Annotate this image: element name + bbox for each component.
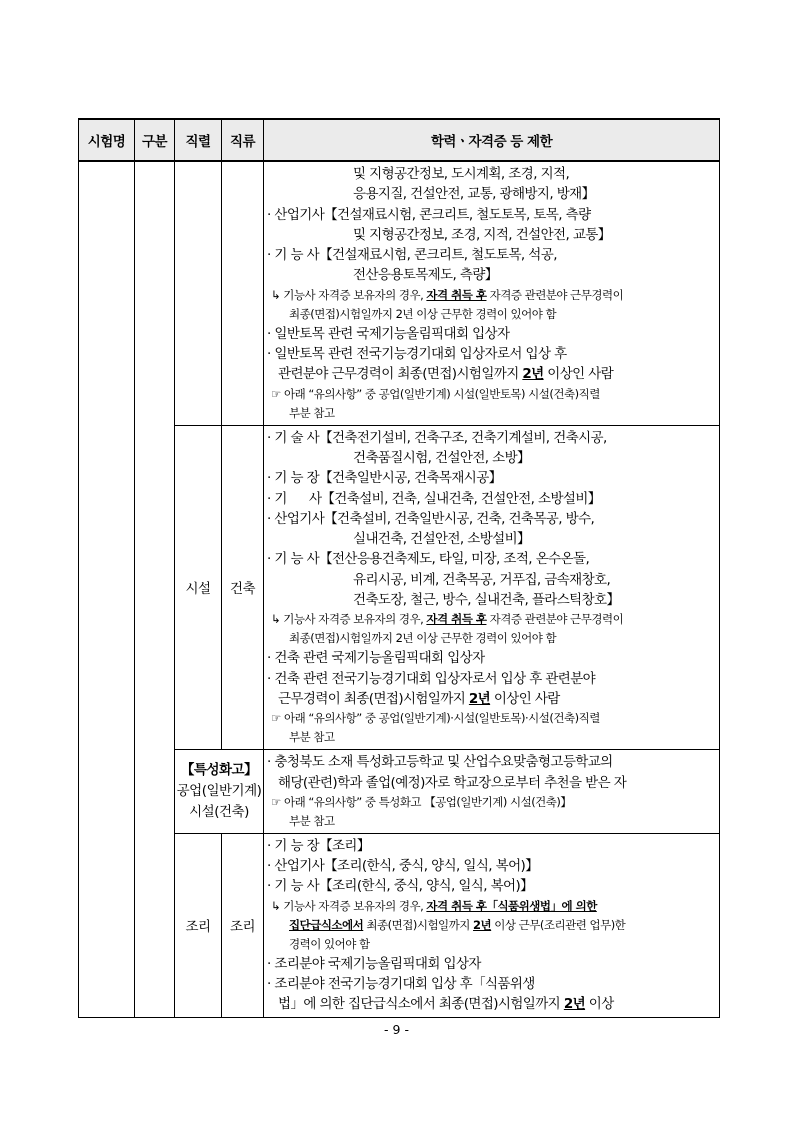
emphasis: 2년 bbox=[563, 996, 586, 1013]
reference-line: 부분 참고 bbox=[289, 813, 335, 828]
table-row bbox=[79, 750, 720, 834]
header-position: 직렬 bbox=[175, 119, 222, 161]
note-text: ↳ 기능사 자격증 보유자의 경우, bbox=[271, 898, 427, 913]
cook-requirements bbox=[264, 833, 720, 1017]
note-line bbox=[267, 897, 716, 916]
note-emphasis: 집단급식소에서 bbox=[289, 917, 364, 932]
reference-line: ☞ 아래 “유의사항” 중 공업(일반기계) 시설(일반토목) 시설(건축)직렬 bbox=[271, 386, 600, 401]
text: 관련분야 근무경력이 최종(면접)시험일까지 bbox=[278, 366, 523, 383]
list-item bbox=[267, 994, 716, 1014]
reference-line: 부분 참고 bbox=[289, 730, 335, 745]
note-line: 최종(면접)시험일까지 2년 이상 근무한 경력이 있어야 함 bbox=[289, 631, 557, 646]
list-item: 응용지질, 건설안전, 교통, 광해방지, 방재】 bbox=[353, 186, 595, 203]
note-text: 자격증 관련분야 근무경력이 bbox=[486, 287, 624, 302]
type-cell bbox=[222, 161, 264, 425]
header-category: 구분 bbox=[135, 119, 175, 161]
exam-cell bbox=[79, 161, 135, 1017]
list-item: · 건축 관련 전국기능경기대회 입상자로서 입상 후 관련분야 bbox=[267, 670, 596, 687]
special-requirements bbox=[264, 750, 720, 834]
list-item: · 기 능 사【전산응용건축제도, 타일, 미장, 조적, 온수온돌, bbox=[267, 551, 590, 568]
list-item: · 기 사【건축설비, 건축, 실내건축, 건설안전, 소방설비】 bbox=[267, 490, 601, 507]
list-item: 실내건축, 건설안전, 소방설비】 bbox=[353, 531, 530, 548]
emphasis: 2년 bbox=[522, 366, 544, 383]
reference-line: 부분 참고 bbox=[289, 405, 335, 420]
emphasis: 2년 bbox=[468, 690, 491, 707]
note-emphasis: 자격 취득 후「식품위생법」에 의한 bbox=[426, 898, 597, 913]
table-row bbox=[79, 425, 720, 750]
list-item: 유리시공, 비계, 건축목공, 거푸집, 금속재창호, bbox=[353, 571, 611, 588]
header-exam: 시험명 bbox=[79, 119, 135, 161]
list-item: · 산업기사【건축설비, 건축일반시공, 건축, 건축목공, 방수, bbox=[267, 510, 595, 527]
list-item: · 산업기사【조리(한식, 중식, 양식, 일식, 복어)】 bbox=[267, 858, 539, 875]
category-cell bbox=[135, 161, 175, 1017]
note-emphasis: 자격 취득 후 bbox=[426, 287, 487, 302]
list-item: · 기 능 사【건설재료시험, 콘크리트, 철도토목, 석공, bbox=[267, 247, 557, 264]
text: 근무경력이 최종(면접)시험일까지 bbox=[278, 690, 469, 707]
reference-line: ☞ 아래 “유의사항” 중 특성화고 【공업(일반기계) 시설(건축)】 bbox=[271, 794, 572, 809]
requirements-table-wrapper bbox=[78, 118, 720, 1018]
list-item: · 기 술 사【건축전기설비, 건축구조, 건축기계설비, 건축시공, bbox=[267, 429, 607, 446]
note-line: 최종(면접)시험일까지 2년 이상 근무한 경력이 있어야 함 bbox=[289, 306, 557, 321]
list-item: · 조리분야 국제기능올림픽대회 입상자 bbox=[267, 955, 481, 972]
special-school-title: 【특성화고】 bbox=[180, 762, 258, 779]
list-item: · 건축 관련 국제기능올림픽대회 입상자 bbox=[267, 650, 485, 667]
list-item: 전산응용토목제도, 측량】 bbox=[353, 267, 498, 284]
list-item: · 조리분야 전국기능경기대회 입상 후「식품위생 bbox=[267, 976, 535, 993]
type-architecture: 건축 bbox=[222, 425, 264, 750]
reference-line: ☞ 아래 “유의사항” 중 공업(일반기계)·시설(일반토목)·시설(건축)직렬 bbox=[271, 711, 600, 726]
text: 법」에 의한 집단급식소에서 최종(면접)시험일까지 bbox=[278, 996, 564, 1013]
list-item: · 기 능 사【조리(한식, 중식, 양식, 일식, 복어)】 bbox=[267, 878, 534, 895]
list-item: · 일반토목 관련 국제기능올림픽대회 입상자 bbox=[267, 325, 510, 342]
arch-requirements bbox=[264, 425, 720, 750]
text: 이상인 사람 bbox=[543, 366, 614, 383]
special-school-sub1: 공업(일반기계) bbox=[176, 783, 262, 800]
page-number: - 9 - bbox=[384, 1022, 409, 1037]
position-cell bbox=[175, 161, 222, 425]
text: 이상인 사람 bbox=[490, 690, 560, 707]
list-item bbox=[267, 364, 716, 384]
header-requirement: 학력ㆍ자격증 등 제한 bbox=[264, 119, 720, 161]
type-cooking: 조리 bbox=[222, 833, 264, 1017]
text: 이상 bbox=[585, 996, 614, 1013]
note-emphasis: 자격 취득 후 bbox=[426, 612, 487, 627]
category-cooking: 조리 bbox=[175, 833, 222, 1017]
note-text: 자격증 관련분야 근무경력이 bbox=[486, 612, 624, 627]
list-item: · 기 능 장【조리】 bbox=[267, 837, 370, 854]
note-text: ↳ 기능사 자격증 보유자의 경우, bbox=[271, 287, 427, 302]
list-item: · 일반토목 관련 전국기능경기대회 입상자로서 입상 후 bbox=[267, 346, 567, 363]
requirements-table bbox=[78, 118, 720, 1018]
note-line: 경력이 있어야 함 bbox=[289, 936, 370, 951]
note-line bbox=[267, 610, 716, 629]
special-school-cell bbox=[175, 750, 264, 834]
category-facilities: 시설 bbox=[175, 425, 222, 750]
table-header-row bbox=[79, 119, 720, 161]
header-type: 직류 bbox=[222, 119, 264, 161]
list-item: · 충청북도 소재 특성화고등학교 및 산업수요맞춤형고등학교의 bbox=[267, 754, 613, 771]
list-item: 및 지형공간정보, 도시계획, 조경, 지적, bbox=[353, 166, 570, 182]
note-line bbox=[267, 916, 716, 935]
list-item bbox=[267, 689, 716, 709]
note-emphasis: 2년 bbox=[473, 917, 492, 932]
table-row bbox=[79, 833, 720, 1017]
list-item: · 산업기사【건설재료시험, 콘크리트, 철도토목, 토목, 측량 bbox=[267, 206, 591, 223]
list-item: 및 지형공간정보, 조경, 지적, 건설안전, 교통】 bbox=[353, 226, 611, 243]
note-text: 이상 근무(조리관련 업무)한 bbox=[491, 917, 626, 932]
note-line bbox=[267, 286, 716, 305]
civil-requirements bbox=[264, 161, 720, 425]
table-row bbox=[79, 161, 720, 425]
special-school-sub2: 시설(건축) bbox=[189, 804, 249, 821]
note-text: 최종(면접)시험일까지 bbox=[363, 917, 474, 932]
list-item: 건축도장, 철근, 방수, 실내건축, 플라스틱창호】 bbox=[353, 592, 620, 609]
list-item: 건축품질시험, 건설안전, 소방】 bbox=[353, 449, 530, 466]
note-text: ↳ 기능사 자격증 보유자의 경우, bbox=[271, 612, 427, 627]
list-item: 해당(관련)학과 졸업(예정)자로 학교장으로부터 추천을 받은 자 bbox=[278, 774, 627, 791]
list-item: · 기 능 장【건축일반시공, 건축목재시공】 bbox=[267, 470, 502, 487]
